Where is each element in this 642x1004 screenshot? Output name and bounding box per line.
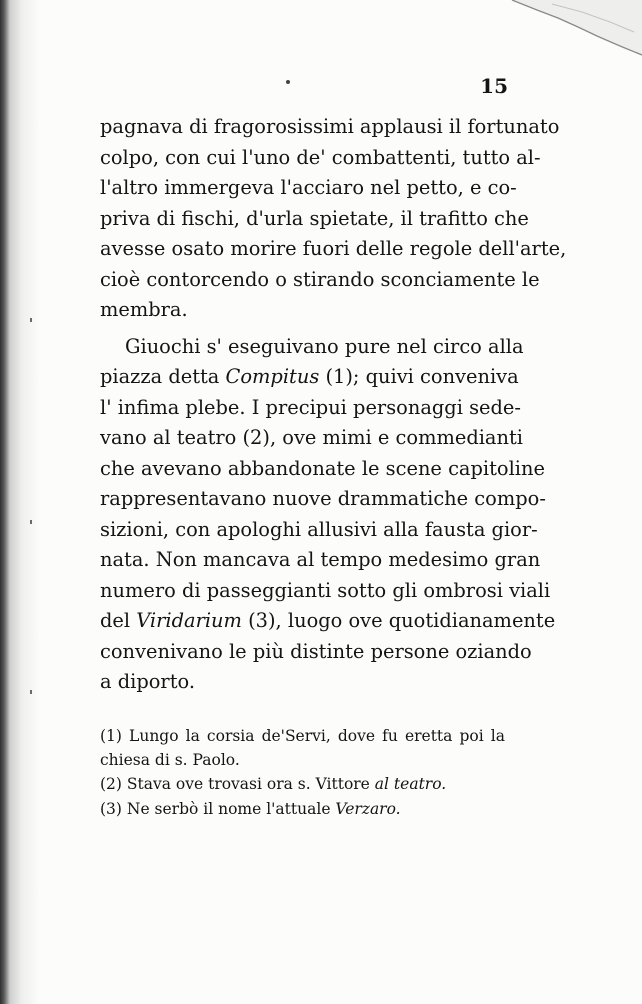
footnote-italic: Verzaro.	[335, 799, 401, 818]
page-binding-shadow	[0, 0, 40, 1004]
text-segment: piazza detta	[100, 365, 226, 388]
text-line: rappresentavano nuove drammatiche compo-	[100, 487, 546, 510]
footnote-text: (2) Stava ove trovasi ora s. Vittore	[100, 775, 375, 794]
page-number: 15	[480, 74, 508, 98]
text-line: vano al teatro (2), ove mimi e commedianti	[100, 426, 523, 449]
text-line	[100, 362, 519, 393]
text-line: l'altro immergeva l'acciaro nel petto, e co-	[100, 176, 517, 199]
footnotes	[100, 724, 505, 821]
main-text	[100, 112, 567, 698]
paper-speck	[30, 318, 32, 322]
text-line: avesse osato morire fuori delle regole dell'arte,	[100, 237, 567, 260]
italic-term-compitus: Compitus	[225, 365, 320, 388]
text-line: colpo, con cui l'uno de' combattenti, tutto al-	[100, 145, 541, 169]
text-line: priva di fischi, d'urla spietate, il trafitto che	[100, 206, 529, 230]
text-line: pagnava di fragorosissimi applausi il fortunato	[100, 115, 560, 138]
text-line	[100, 606, 556, 637]
text-line: sizioni, con apologhi allusivi alla fausta gior-	[100, 517, 538, 541]
text-line: Giuochi s' eseguivano pure nel circo alla	[125, 334, 524, 358]
text-line: che avevano abbandonate le scene capitoline	[100, 456, 545, 480]
footnote-text: (3) Ne serbò il nome l'attuale	[100, 799, 336, 818]
paper-speck	[30, 520, 32, 524]
text-line: cioè contorcendo o stirando sconciamente le	[100, 267, 540, 291]
footnote-3	[100, 797, 505, 821]
text-segment: del	[100, 609, 137, 632]
italic-term-viridarium: Viridarium	[136, 609, 242, 632]
ink-dot	[286, 80, 290, 84]
footnote-italic: al teatro.	[374, 775, 447, 794]
text-line: membra.	[100, 298, 188, 321]
text-line: a diporto.	[100, 670, 195, 693]
text-segment: (1); quivi conveniva	[319, 365, 519, 388]
text-line: nata. Non mancava al tempo medesimo gran	[100, 548, 541, 571]
footnote-1-line: (1) Lungo la corsia de'Servi, dove fu eretta poi la	[100, 727, 505, 745]
text-line: numero di passeggianti sotto gli ombrosi viali	[100, 578, 551, 602]
text-segment: (3), luogo ove quotidianamente	[241, 609, 556, 632]
footnote-2	[100, 772, 505, 796]
text-line: convenivano le più distinte persone oziando	[100, 639, 532, 663]
footnote-1-line: chiesa di s. Paolo.	[100, 751, 240, 770]
text-line: l' infima plebe. I precipui personaggi sede-	[100, 395, 521, 419]
paper-speck	[30, 690, 32, 694]
torn-corner	[492, 0, 642, 60]
